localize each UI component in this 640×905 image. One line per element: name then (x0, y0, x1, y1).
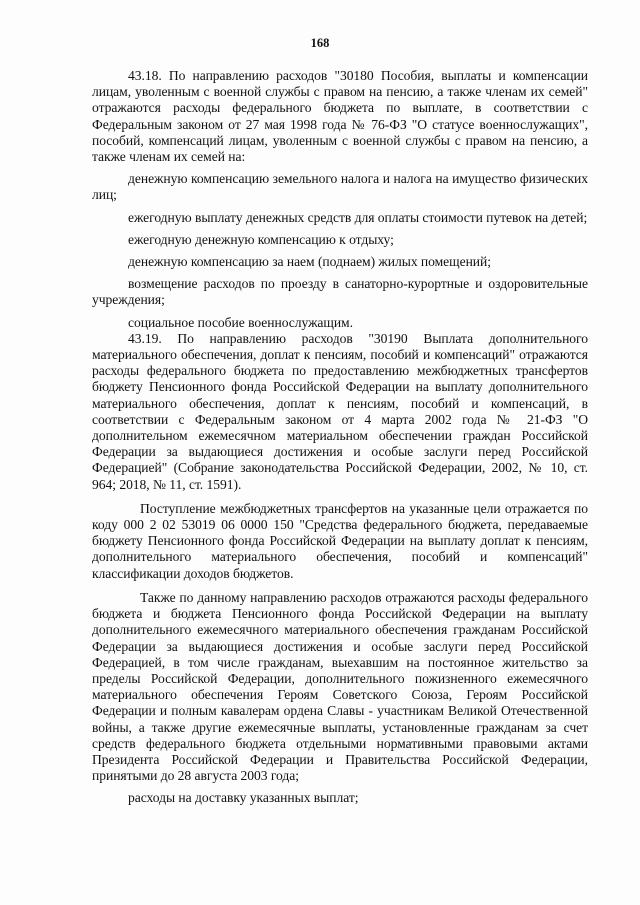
list-item: возмещение расходов по проезду в санаторно-курортные и оздоровительные учреждения; (92, 276, 588, 308)
document-body (92, 68, 588, 807)
list-item: ежегодную денежную компенсацию к отдыху; (128, 231, 394, 247)
page-number: 168 (310, 36, 330, 50)
list-item: денежную компенсацию за наем (поднаем) жилых помещений; (128, 254, 491, 270)
list-item: ежегодную выплату денежных средств для оплаты стоимости путевок на детей; (128, 209, 588, 225)
list-item: расходы на доставку указанных выплат; (128, 790, 359, 806)
list-item: денежную компенсацию земельного налога и налога на имущество физических лиц; (92, 171, 588, 203)
list-item: социальное пособие военнослужащим. (128, 314, 353, 330)
paragraph-43-19: 43.19. По направлению расходов "30190 Выплата дополнительного материального обеспечения, доплат к пенсиям, пособий и компенсаций" отражаются расходы федерального бюджета по предоставлению межбюджетных трансфертов бюджету Пенсионного фонда Российской Федерации на выплату дополнительного материального обеспечения, доплат к пенсиям, пособий и компенсаций, в соответствии с Федеральным законом от 4 марта 2002 года № 21-ФЗ "О дополнительном ежемесячном материальном обеспечении граждан Российской Федерации за выдающиеся достижения и особые заслуги перед Российской Федерацией" (Собрание законодательства Российской Федерации, 2002, № 10, ст. 964; 2018, № 11, ст. 1591). (92, 330, 588, 492)
paragraph-43-18: 43.18. По направлению расходов "30180 Пособия, выплаты и компенсации лицам, уволенным с военной службы с правом на пенсию, а также членам их семей" отражаются расходы федерального бюджета по выплате, в соответствии с Федеральным законом от 27 мая 1998 года № 76-ФЗ "О статусе военнослужащих", пособий, компенсаций лицам, уволенным с военной службы с правом на пенсию, а также членам их семей на: (92, 68, 588, 165)
paragraph: Поступление межбюджетных трансфертов на указанные цели отражается по коду 000 2 02 53019 06 0000 150 "Средства федерального бюджета, передаваемые бюджету Пенсионного фонда Российской Федерации на выплату доплат к пенсиям, дополнительного материального обеспечения, пособий и компенсаций" классификации доходов бюджетов. (92, 500, 588, 581)
paragraph: Также по данному направлению расходов отражаются расходы федерального бюджета и бюджета Пенсионного фонда Российской Федерации на выплату дополнительного ежемесячного материального обеспечения гражданам Российской Федерации за выдающиеся достижения и особые заслуги перед Российской Федерацией, в том числе гражданам, выехавшим на постоянное жительство за пределы Российской Федерации, дополнительного пожизненного ежемесячного материального обеспечения Героям Советского Союза, Героям Российской Федерации и полным кавалерам ордена Славы - участникам Великой Отечественной войны, а также другие ежемесячные выплаты, установленные гражданам за счет средств федерального бюджета отдельными нормативными правовыми актами Президента Российской Федерации и Правительства Российской Федерации, принятыми до 28 августа 2003 года; (92, 589, 588, 784)
